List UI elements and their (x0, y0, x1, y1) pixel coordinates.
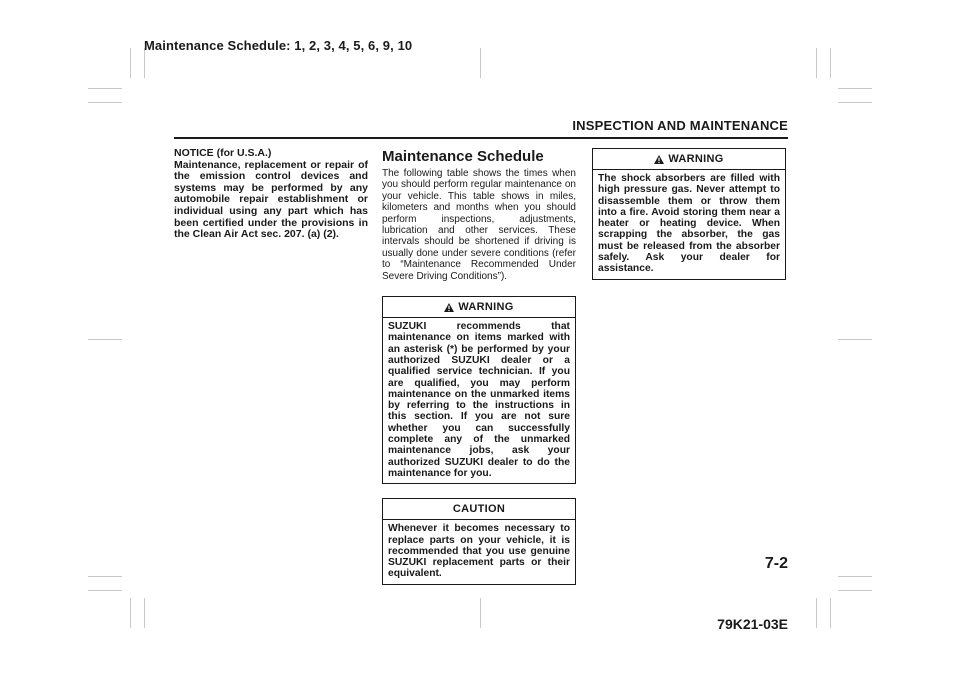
warning-header (593, 149, 785, 170)
schedule-text: The following table shows the times when you should perform regular maintenance on your vehicle. This table shows in miles, kilometers and months when you should perform inspections, adjustments, lubrication and other services. These intervals should be shortened if driving is usually done under severe conditions (refer to “Maintenance Recommended Under Severe Driving Conditions”). (382, 168, 576, 282)
schedule-title: Maintenance Schedule (382, 148, 544, 165)
warning-text: The shock absorbers are filled with high pressure gas. Never attempt to disassemble them or throw them into a fire. Avoid storing them near a heater or heating device. When scrapping the absorber, the gas must be released from the absorber safely. Ask your dealer for assistance. (598, 173, 780, 275)
notice-block (174, 148, 368, 241)
notice-text: Maintenance, replacement or repair of the emission control devices and systems may be performed by any automobile repair establishment or individual using any part which has been certified under the provisions in the Clean Air Act sec. 207. (a) (2). (174, 158, 368, 241)
caution-text: Whenever it becomes necessary to replace parts on your vehicle, it is recommended that you use genuine SUZUKI replacement parts or their equivalent. (388, 523, 570, 580)
notice-column (174, 148, 368, 241)
warning-label: WARNING (668, 153, 724, 165)
warning-box-2 (592, 148, 786, 280)
page-number: 7-2 (764, 555, 788, 572)
warning-triangle-icon (444, 303, 454, 312)
warning-triangle-icon (654, 155, 664, 164)
warning-column (592, 148, 786, 280)
notice-heading: NOTICE (for U.S.A.) (174, 147, 272, 159)
caution-header (383, 499, 575, 520)
warning-box-1 (382, 296, 576, 484)
caution-box (382, 498, 576, 584)
caution-label: CAUTION (452, 503, 506, 516)
running-head: Maintenance Schedule: 1, 2, 3, 4, 5, 6, 9, 10 (144, 38, 413, 53)
warning-header (383, 297, 575, 318)
warning-text: SUZUKI recommends that maintenance on items marked with an asterisk (*) be performed by your authorized SUZUKI dealer or a qualified service technician. If you are qualified, you may perform maintenance on the unmarked items by referring to the instructions in this section. If you are not sure whether you can successfully complete any of the unmarked maintenance jobs, ask your authorized SUZUKI dealer to do the maintenance for you. (388, 321, 570, 479)
document-code: 79K21-03E (717, 616, 788, 632)
header-rule (174, 137, 788, 139)
schedule-column (382, 148, 576, 585)
warning-label: WARNING (458, 301, 514, 314)
section-title: INSPECTION AND MAINTENANCE (572, 118, 788, 133)
